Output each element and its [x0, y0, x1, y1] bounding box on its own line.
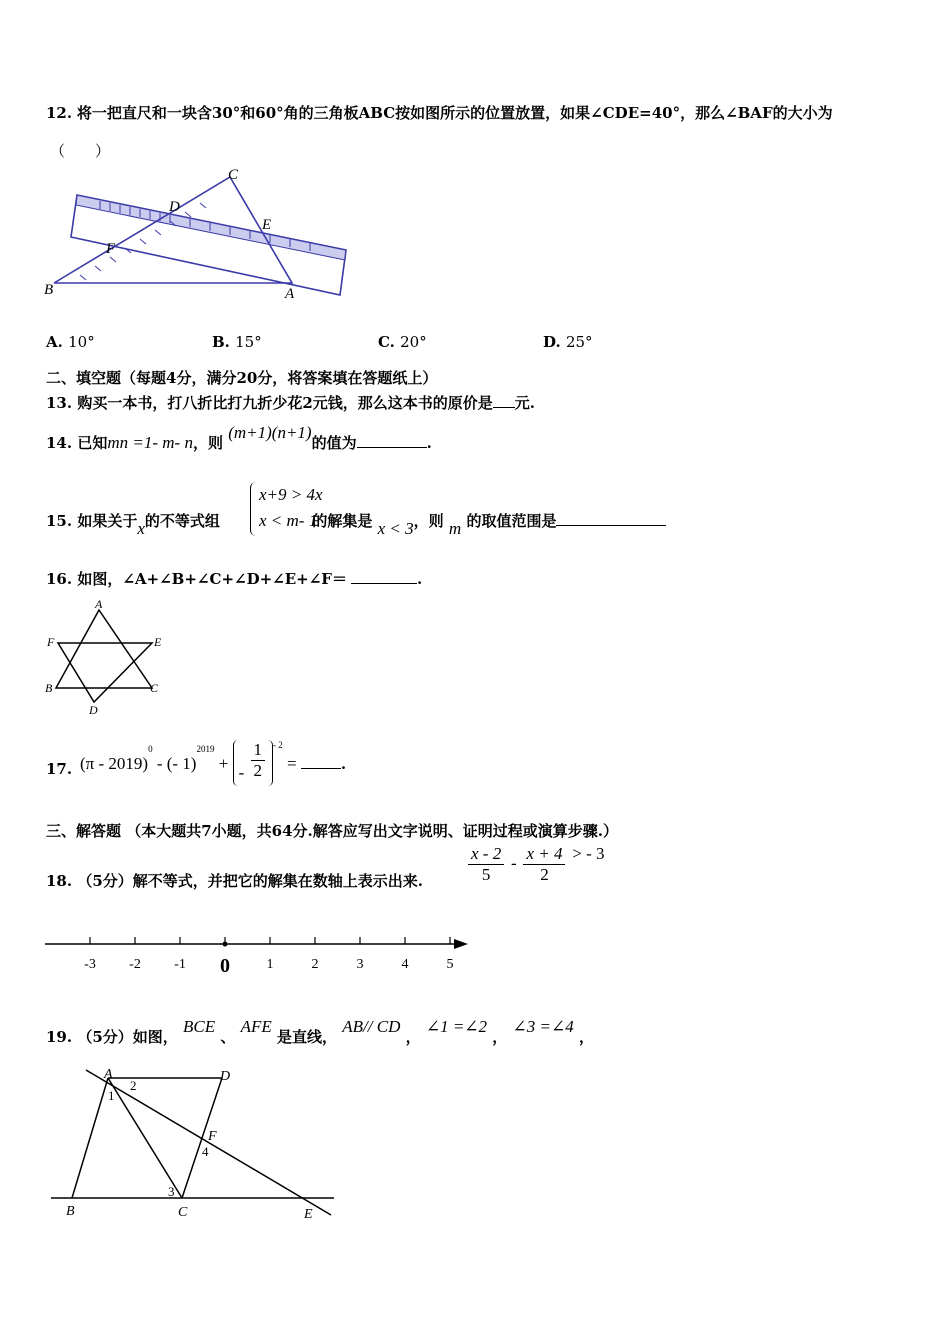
q19-cond1: AB// CD	[342, 1017, 401, 1036]
q19-label-F: F	[208, 1129, 217, 1144]
q16-triangle-up	[56, 610, 152, 688]
q16-stem: 如图，∠A+∠B+∠C+∠D+∠E+∠F＝	[77, 570, 347, 588]
q19-text	[46, 1017, 595, 1047]
axis-tick-label: -3	[84, 957, 96, 972]
option-c-letter: C.	[378, 333, 395, 351]
q12-label-B: B	[44, 282, 54, 298]
option-a-value: 10°	[68, 333, 95, 351]
q17-exp2: 2019	[196, 744, 215, 755]
axis-tick-label: 2	[311, 957, 319, 972]
q19-mid: 是直线，	[277, 1028, 338, 1046]
q18-rhs: > - 3	[572, 843, 605, 863]
q16-text	[46, 568, 422, 589]
q15-system-brace	[250, 482, 323, 536]
option-a-letter: A.	[46, 333, 63, 351]
q17-plus: +	[218, 754, 229, 773]
q15-number: 15.	[46, 512, 73, 530]
q18-score: （5分）	[77, 872, 133, 890]
q15-inequality-1: x+9 > 4x	[259, 485, 323, 504]
q19-label-E: E	[304, 1207, 313, 1222]
q19-label-A: A	[104, 1067, 113, 1082]
q19-sep2: ，	[405, 1028, 421, 1046]
q19-angle-4: 4	[202, 1144, 209, 1159]
option-b-letter: B.	[212, 333, 230, 351]
q18-stem: 解不等式，并把它的解集在数轴上表示出来.	[132, 872, 424, 890]
q17-exp1: 0	[148, 744, 153, 755]
q16-triangle-down	[58, 643, 152, 702]
q12-option-a[interactable]	[46, 333, 95, 351]
axis-tick-label: 1	[266, 957, 274, 972]
q12-option-b[interactable]	[212, 333, 262, 351]
q19-sep1: 、	[220, 1028, 236, 1046]
q16-figure	[42, 598, 172, 718]
q15-post: 的取值范围是	[466, 512, 557, 530]
q12-figure	[40, 165, 360, 305]
q14-condition: mn =1- m- n	[107, 433, 193, 452]
q14-text	[46, 423, 432, 453]
q17-frac-num: 1	[251, 740, 266, 761]
q18-inequality	[466, 844, 605, 885]
q15-pre: 如果关于	[77, 512, 138, 530]
q16-label-D: D	[89, 703, 98, 717]
q18-number: 18.	[46, 872, 73, 890]
section3-heading: 三、解答题 （本大题共7小题，共64分.解答应写出文字说明、证明过程或演算步骤.）	[46, 822, 618, 840]
q19-label-D: D	[220, 1069, 231, 1084]
q19-line1: BCE	[183, 1017, 216, 1036]
option-d-letter: D.	[543, 333, 561, 351]
q17-expression	[80, 740, 346, 786]
q19-angle-1: 1	[108, 1088, 115, 1103]
q18-frac1-num: x - 2	[468, 844, 504, 865]
q19-number: 19.	[46, 1028, 73, 1046]
q19-angle-2: 2	[130, 1078, 137, 1093]
q17-term2: - (- 1)	[156, 754, 197, 773]
q18-frac2-den: 2	[540, 865, 549, 884]
q19-sep3: ，	[492, 1028, 508, 1046]
axis-tick-label: -1	[174, 957, 186, 972]
q19-cond2: ∠1 =∠2	[425, 1017, 488, 1036]
axis-tick-label: 5	[446, 957, 454, 972]
section2-heading: 二、填空题（每题4分，满分20分，将答案填在答题纸上）	[46, 369, 438, 387]
q19-pre: 如图，	[132, 1028, 178, 1046]
triangle-shape	[54, 177, 292, 283]
axis-tick-label: 4	[401, 957, 409, 972]
q18-frac1-den: 5	[481, 865, 491, 884]
option-b-value: 15°	[235, 333, 262, 351]
q15-mid3: ，则	[413, 512, 444, 530]
q18-minus: -	[511, 853, 517, 873]
q14-pre: 已知	[77, 434, 108, 452]
q16-label-B: B	[45, 681, 53, 695]
q13-text	[46, 392, 535, 413]
q17-equals: =	[287, 754, 297, 773]
q12-label-F: F	[106, 241, 116, 257]
q17-term1: (π - 2019)	[80, 754, 149, 773]
q15-var-m: m	[448, 519, 462, 538]
q13-number: 13.	[46, 394, 73, 412]
q19-segment-AC	[108, 1078, 182, 1198]
q16-label-E: E	[154, 635, 162, 649]
q13-stem: 购买一本书，打八折比打九折少花2元钱，那么这本书的原价是	[77, 394, 493, 412]
q12-option-d[interactable]	[543, 333, 593, 351]
q12-text	[46, 102, 833, 123]
q18-number-line	[40, 930, 480, 980]
q19-segment-AB	[72, 1078, 108, 1198]
q16-number: 16.	[46, 570, 73, 588]
q14-number: 14.	[46, 434, 73, 452]
q19-cond3: ∠3 =∠4	[512, 1017, 574, 1036]
q16-label-C: C	[150, 681, 159, 695]
q12-number: 12.	[46, 104, 73, 122]
q14-end: .	[426, 434, 432, 452]
q15-solution: x < 3	[377, 519, 414, 538]
q19-figure	[46, 1060, 346, 1225]
option-c-value: 20°	[400, 333, 427, 351]
q12-label-D: D	[169, 199, 180, 215]
q13-answer-blank[interactable]	[493, 393, 515, 408]
q12-paren: （ ）	[50, 142, 111, 160]
q19-angle-3: 3	[168, 1184, 175, 1199]
q17-text	[46, 760, 72, 778]
q15-var-x: x	[137, 519, 145, 538]
q16-label-A: A	[95, 597, 103, 611]
q19-label-C: C	[178, 1205, 188, 1220]
q17-frac-den: 2	[253, 761, 262, 780]
q18-text	[46, 870, 423, 891]
q12-label-E: E	[262, 217, 272, 233]
q14-mid: ，则	[192, 434, 223, 452]
q15-text	[46, 510, 666, 538]
option-d-value: 25°	[565, 333, 593, 351]
q12-label-A: A	[285, 286, 295, 302]
q15-mid: 的不等式组	[144, 512, 220, 530]
q12-label-C: C	[228, 167, 239, 183]
q15-inequality-2: x < m- 1	[259, 511, 318, 530]
q18-frac2-num: x + 4	[523, 844, 565, 865]
axis-tick-label: -2	[129, 957, 141, 972]
q17-exp3: - 2	[273, 740, 283, 750]
q14-post: 的值为	[311, 434, 357, 452]
q12-stem: 将一把直尺和一块含30°和60°角的三角板ABC按如图所示的位置放置，如果∠CDE=40°，那么∠BAF的大小为	[76, 104, 833, 122]
axis-tick-label: 3	[356, 957, 364, 972]
q14-expression: (m+1)(n+1)	[228, 423, 312, 442]
q19-label-B: B	[66, 1204, 75, 1219]
q17-end: .	[340, 755, 347, 773]
q16-end: .	[416, 570, 423, 588]
q15-mid2: 的解集是	[312, 512, 373, 530]
q13-tail: 元.	[514, 394, 536, 412]
q16-label-F: F	[47, 635, 55, 649]
axis-tick-label: 0	[220, 955, 230, 977]
q19-score: （5分）	[77, 1028, 133, 1046]
q17-neg: -	[238, 763, 245, 783]
q19-line2: AFE	[240, 1017, 272, 1036]
q17-number: 17.	[46, 760, 73, 778]
q12-option-c[interactable]	[378, 333, 427, 351]
q19-end: ，	[579, 1028, 595, 1046]
q15-answer-blank[interactable]	[556, 511, 666, 526]
q14-answer-blank[interactable]	[357, 433, 427, 448]
q16-answer-blank[interactable]	[351, 569, 417, 584]
q17-answer-blank[interactable]	[301, 754, 341, 769]
